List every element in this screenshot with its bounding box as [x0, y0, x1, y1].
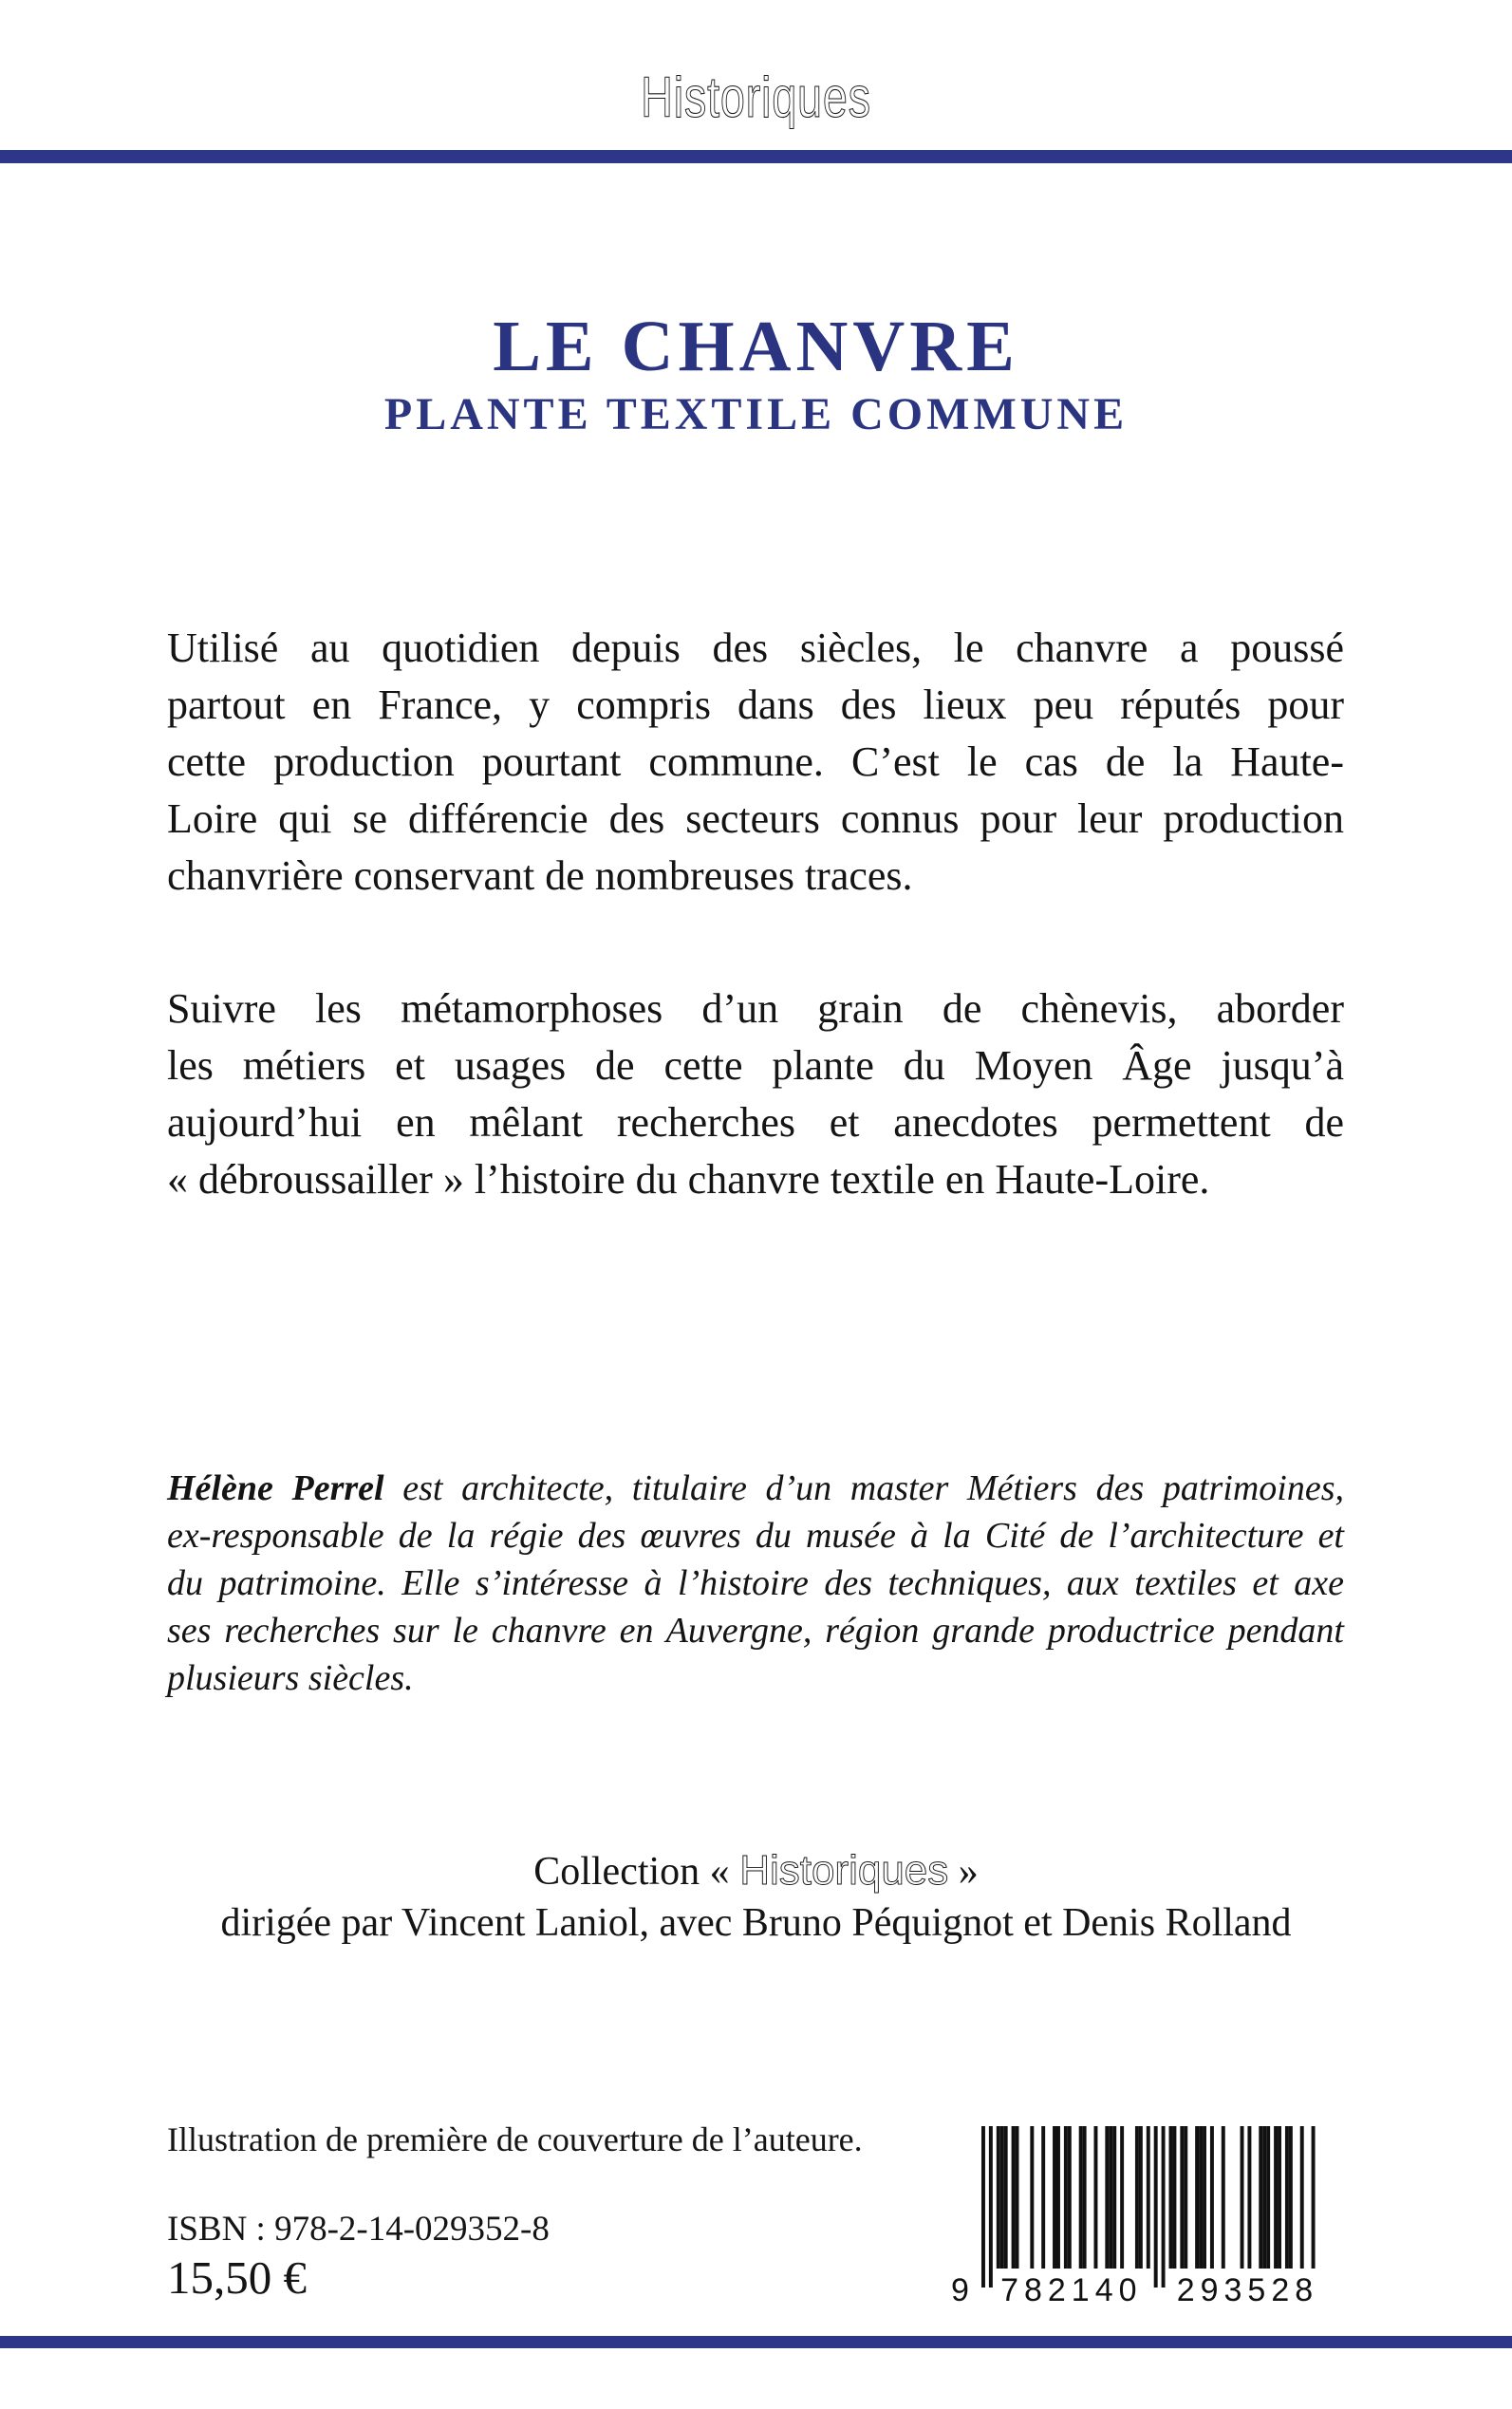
synopsis-paragraph-2	[167, 980, 1344, 1208]
text-line: chanvrière conservant de nombreuses traces.	[167, 852, 913, 899]
text-line: ses recherches sur le chanvre en Auvergne, région grande productrice pendant	[167, 1611, 1344, 1651]
collection-logo	[166, 66, 1346, 129]
author-name: Hélène Perrel	[167, 1468, 384, 1508]
top-divider-bar	[0, 150, 1512, 163]
collection-prefix: Collection «	[533, 1850, 740, 1894]
bio-line-rest: est architecte, titulaire d’un master Métiers des patrimoines,	[383, 1468, 1344, 1508]
text-line: ex-responsable de la régie des œuvres du musée à la Cité de l’architecture et	[167, 1516, 1344, 1556]
collection-directors: dirigée par Vincent Laniol, avec Bruno Péquignot et Denis Rolland	[220, 1901, 1292, 1945]
text-line	[167, 1465, 1344, 1512]
collection-block	[0, 1845, 1512, 1949]
collection-name-logo: Historiques	[739, 1847, 949, 1894]
svg-text:782140: 782140	[1000, 2272, 1143, 2308]
illustration-credit: Illustration de première de couverture de l’auteure.	[167, 2120, 863, 2158]
text-line: du patrimoine. Elle s’intéresse à l’histoire des techniques, aux textiles et axe	[167, 1563, 1344, 1603]
text-line: partout en France, y compris dans des lieux peu réputés pour	[167, 682, 1344, 728]
bottom-divider-bar	[0, 2336, 1512, 2348]
text-line: Utilisé au quotidien depuis des siècles, le chanvre a poussé	[167, 625, 1344, 671]
text-line: aujourd’hui en mêlant recherches et anecdotes permettent de	[167, 1099, 1344, 1146]
text-line: les métiers et usages de cette plante du Moyen Âge jusqu’à	[167, 1042, 1344, 1089]
svg-text:9: 9	[951, 2272, 969, 2308]
author-bio	[167, 1465, 1344, 1702]
text-line: Loire qui se différencie des secteurs connus pour leur production	[167, 795, 1344, 842]
book-title: LE CHANVRE	[493, 307, 1019, 386]
svg-text:293528: 293528	[1176, 2272, 1319, 2308]
text-line: Suivre les métamorphoses d’un grain de chènevis, aborder	[167, 985, 1344, 1032]
collection-name-line	[0, 1845, 1512, 1897]
book-subtitle: PLANTE TEXTILE COMMUNE	[383, 389, 1129, 439]
isbn-number: ISBN : 978-2-14-029352-8	[167, 2210, 550, 2249]
text-line: « débroussailler » l’histoire du chanvre textile en Haute-Loire.	[167, 1156, 1210, 1203]
ean13-barcode	[949, 2126, 1348, 2308]
price: 15,50 €	[167, 2251, 307, 2304]
text-line: plusieurs siècles.	[167, 1658, 414, 1698]
synopsis-paragraph-1	[167, 620, 1344, 905]
text-line: cette production pourtant commune. C’est le cas de la Haute-	[167, 738, 1344, 785]
collection-suffix: »	[948, 1850, 979, 1894]
collection-logo-text: Historiques	[641, 65, 871, 129]
